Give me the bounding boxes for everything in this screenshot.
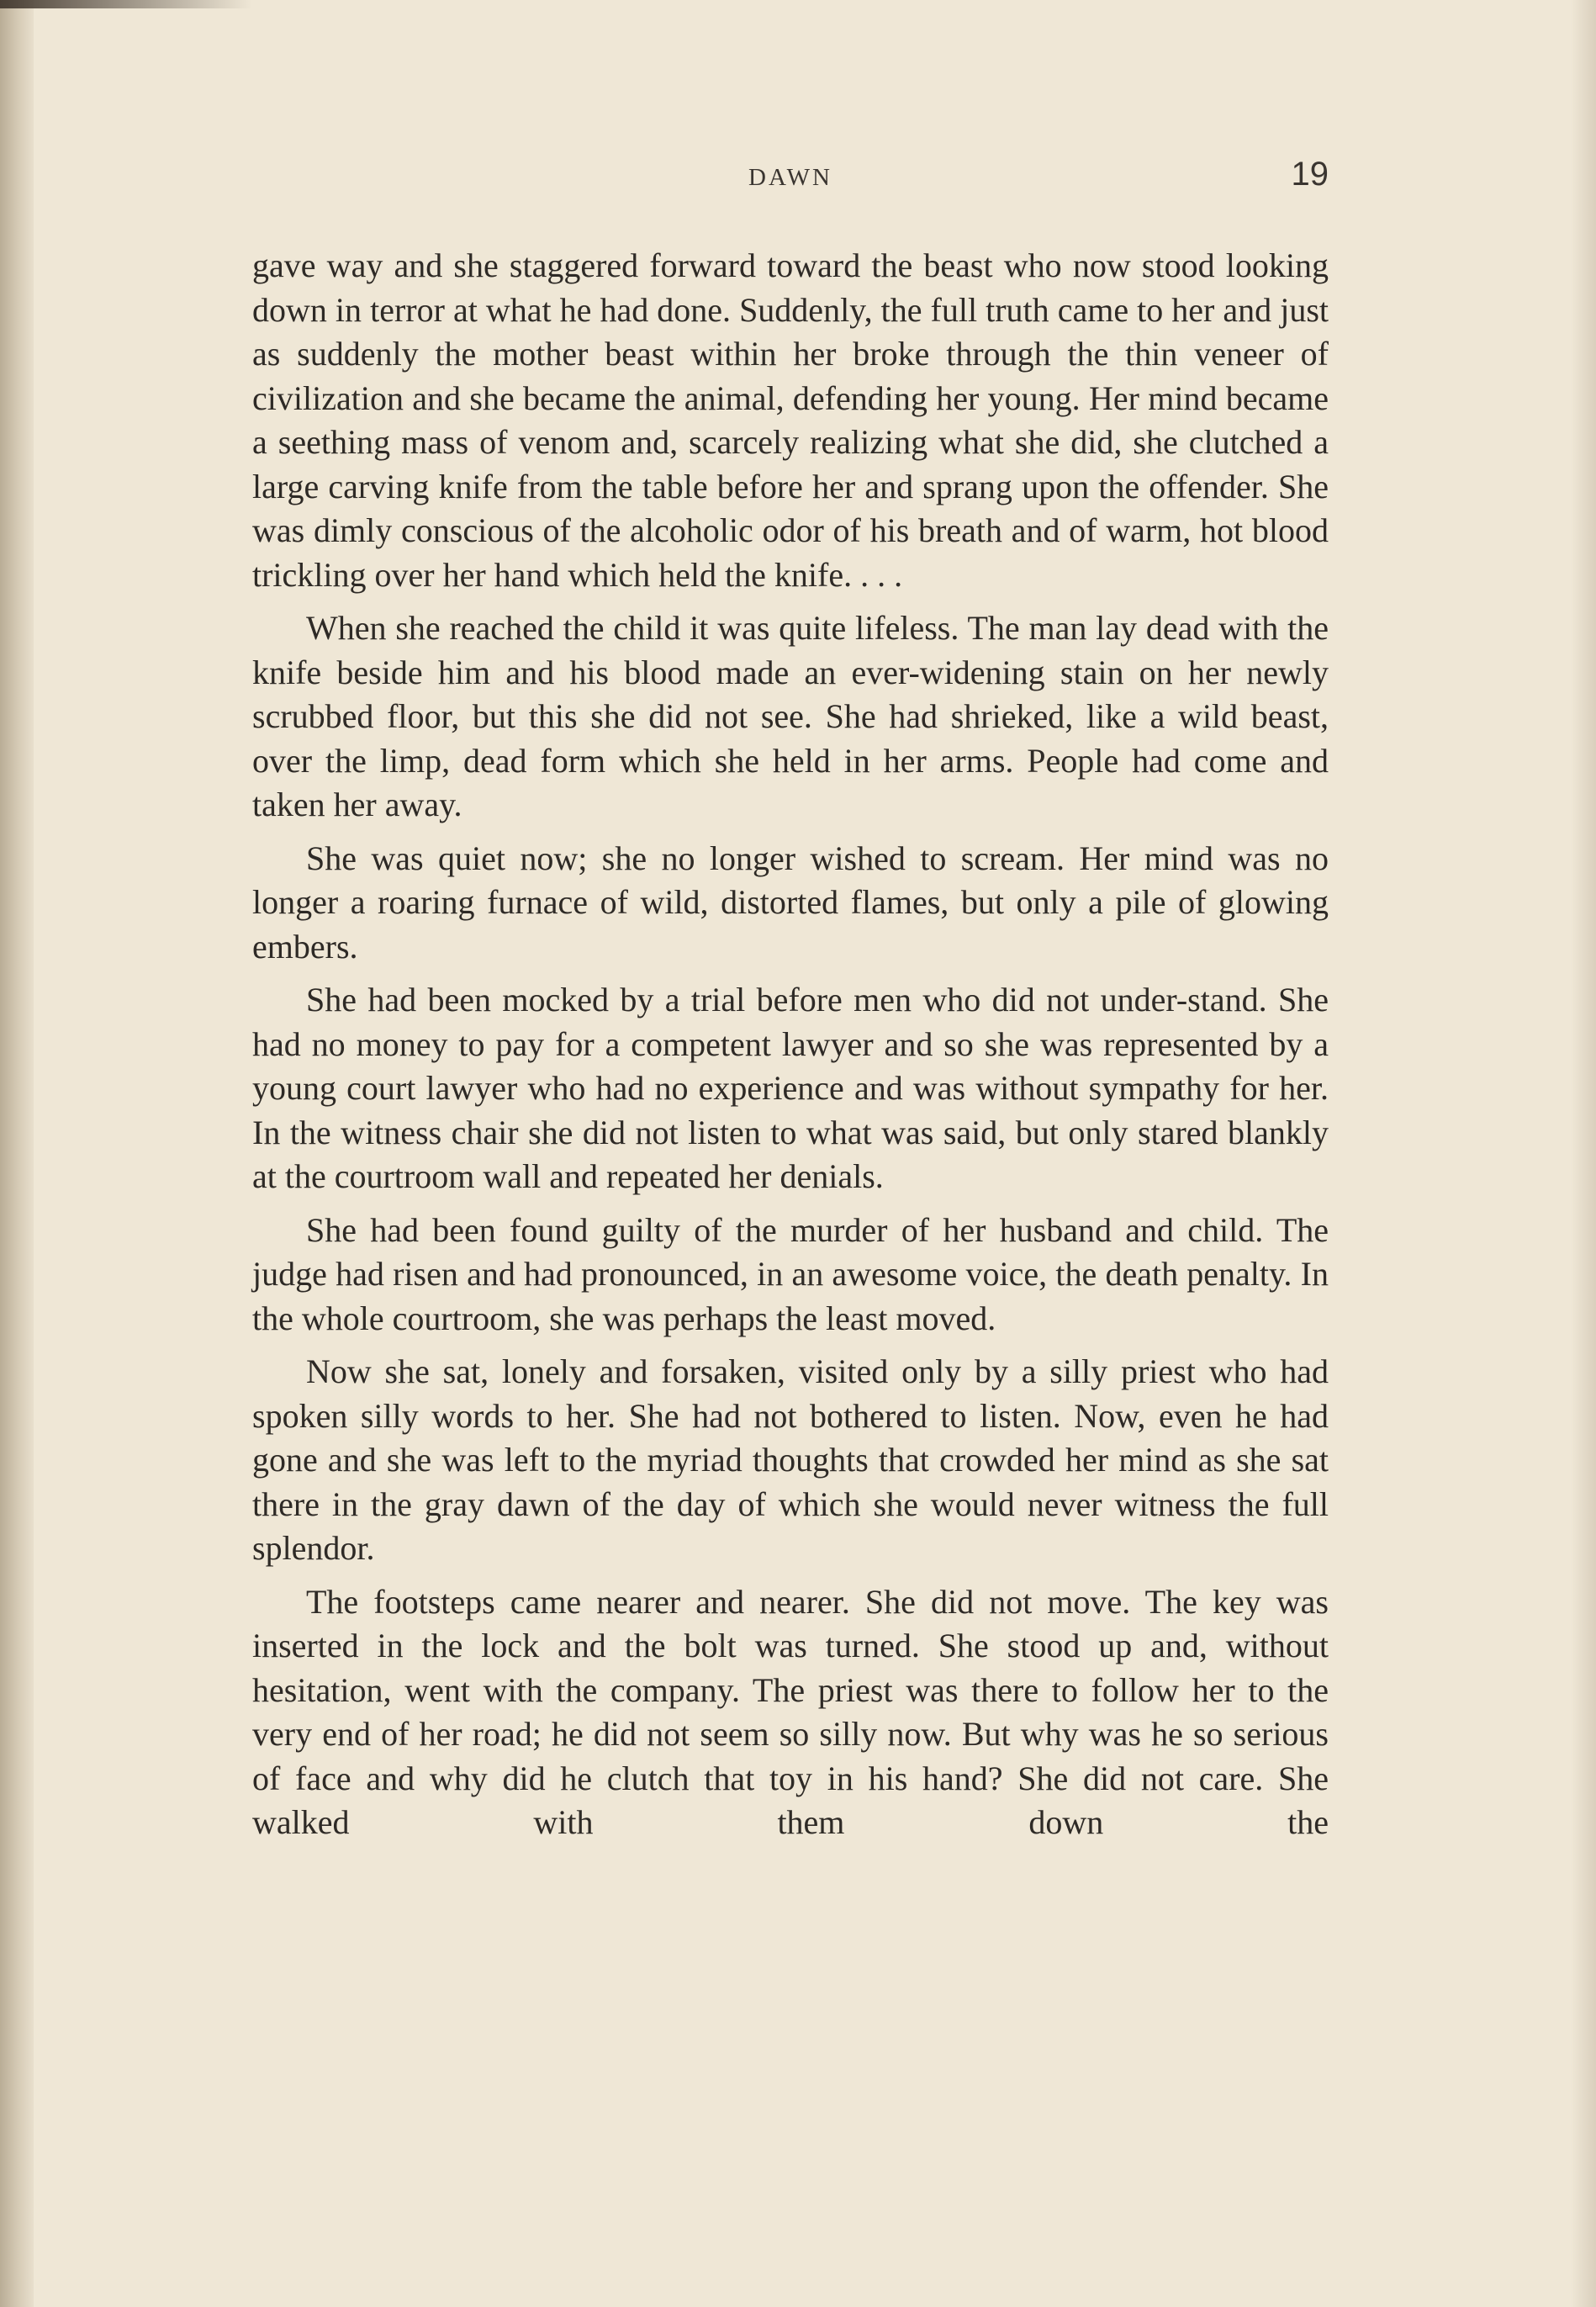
paragraph-5: She had been found guilty of the murder of her husband and child. The judge had risen and had pronounced, in an awesome voice, the death penalty. In the whole courtroom, she was perhaps the least moved. — [252, 1210, 1329, 1337]
page-number: 19 — [1291, 156, 1329, 193]
paragraph-6: Now she sat, lonely and forsaken, visited only by a silly priest who had spoken silly words to her. She had not bothered to listen. Now, even he had gone and she was left to the myriad thoughts that crowded her mind as she sat there in the gray dawn of the day of which she would never witness the full splendor. — [252, 1352, 1329, 1567]
running-head — [252, 156, 1329, 206]
paragraph-1: gave way and she staggered forward toward the beast who now stood looking down in terror at what he had done. Suddenly, the full truth came to her and just as suddenly the mother beast within her broke through the thin veneer of civilization and she became the animal, defending her young. Her mind became a seething mass of venom and, scarcely realizing what she did, she clutched a large carving knife from the table before her and sprang upon the offender. She was dimly conscious of the alcoholic odor of his breath and of warm, hot blood trickling over her hand which held the knife. . . . — [252, 246, 1329, 594]
paragraph-2: When she reached the child it was quite lifeless. The man lay dead with the knife beside him and his blood made an ever-widening stain on her newly scrubbed floor, but this she did not see. She had shrieked, like a wild beast, over the limp, dead form which she held in her arms. People had come and taken her away. — [252, 609, 1329, 823]
running-title: DAWN — [748, 164, 832, 191]
page-right-edge — [1571, 0, 1596, 2307]
paragraph-3: She was quiet now; she no longer wished to scream. Her mind was no longer a roaring furnace of wild, distorted flames, but only a pile of glowing embers. — [252, 839, 1329, 966]
page-top-edge — [0, 0, 252, 8]
paragraph-7: The footsteps came nearer and nearer. She did not move. The key was inserted in the lock and the bolt was turned. She stood up and, without hesitation, went with the company. The priest was there to follow her to the very end of her road; he did not seem so silly now. But why was he so serious of face and why did he clutch that toy in his hand? She did not care. She walked with them down the — [252, 1582, 1329, 1841]
paragraph-4: She had been mocked by a trial before men who did not under-stand. She had no money to pay for a competent lawyer and so she was represented by a young court lawyer who had no experience and was without sympathy for her. In the witness chair she did not listen to what was said, but only stared blankly at the courtroom wall and repeated her denials. — [252, 981, 1329, 1195]
page-gutter-shadow — [0, 0, 34, 2307]
body-text — [252, 244, 1329, 1855]
